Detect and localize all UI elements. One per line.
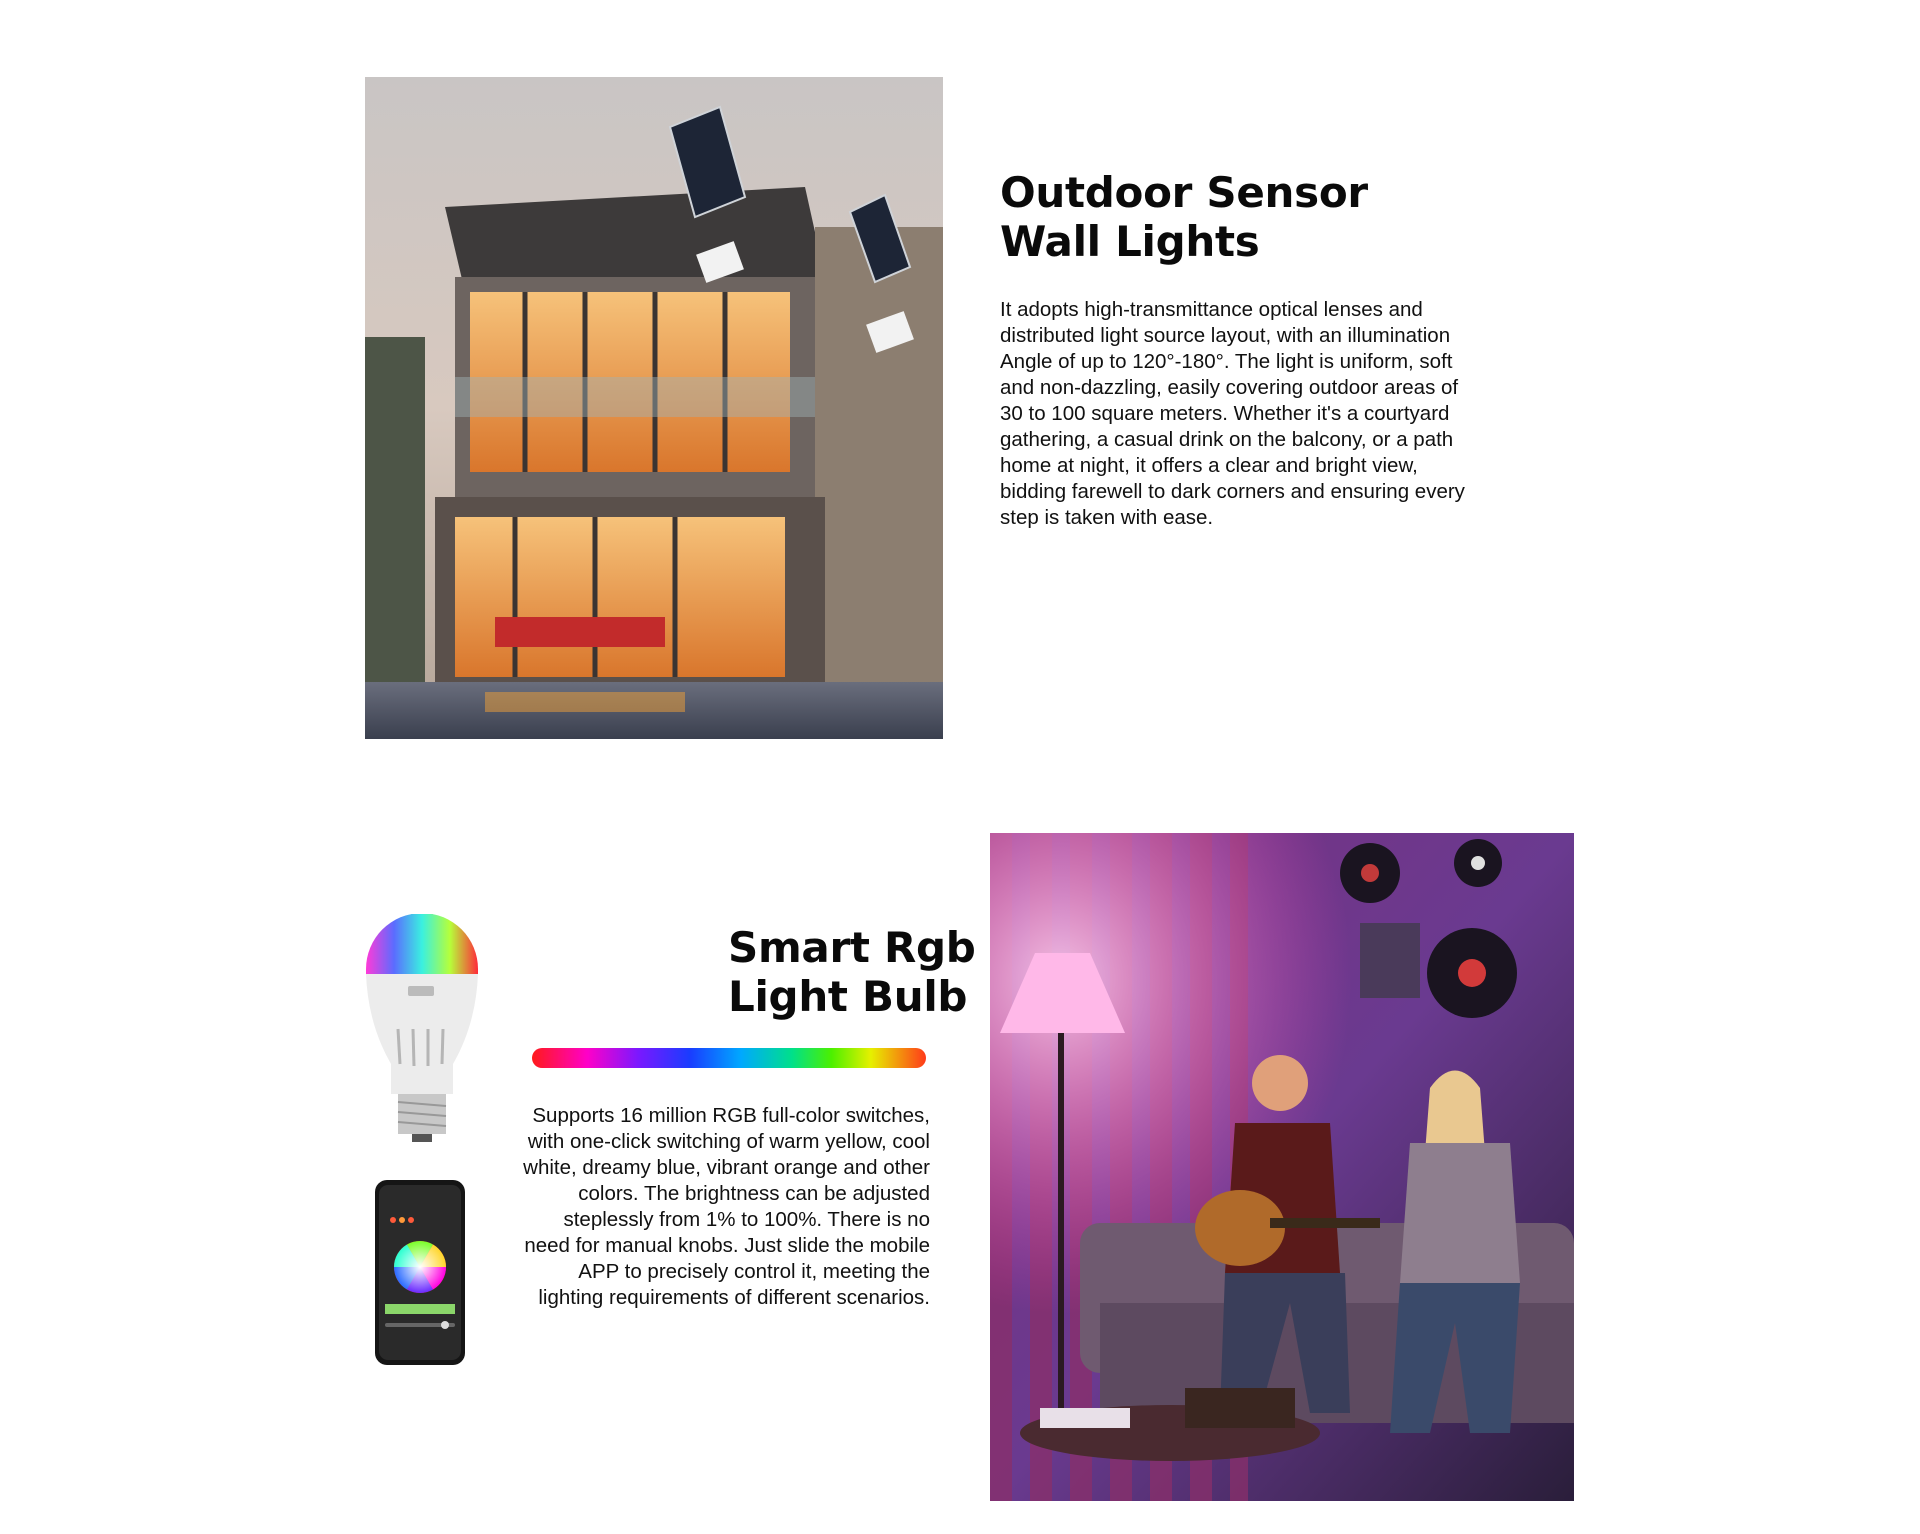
title-line: Light Bulb [728, 972, 968, 1021]
house-photo [365, 77, 943, 739]
description-smart-bulb: Supports 16 million RGB full-color switches, with one-click switching of warm yellow, cool white, dreamy blue, vibrant orange and other colors. The brightness can be adjusted steplessly from 1% to 100%. There is no need for manual knobs. Just slide the mobile APP to precisely control it, meeting the lighting requirements of different scenarios. [523, 1104, 930, 1309]
rgb-color-bar [532, 1048, 926, 1068]
living-room-illustration [990, 833, 1574, 1501]
living-room-photo [990, 833, 1574, 1501]
title-line: Wall Lights [1000, 217, 1260, 266]
rgb-bulb-icon [358, 914, 483, 1144]
house-illustration [365, 77, 943, 739]
phone-app-color-wheel-icon [375, 1180, 465, 1365]
title-line: Outdoor Sensor [1000, 168, 1368, 217]
title-line: Smart Rgb [728, 923, 976, 972]
section-title-outdoor [1000, 168, 1420, 266]
description-outdoor: It adopts high-transmittance optical lenses and distributed light source layout, with an illumination Angle of up to 120°-180°. The light is uniform, soft and non-dazzling, easily covering outdoor areas of 30 to 100 square meters. Whether it's a courtyard gathering, a casual drink on the balcony, or a path home at night, it offers a clear and bright view, bidding farewell to dark corners and ensuring every step is taken with ease. [1000, 298, 1465, 529]
section-title-smart-bulb [728, 923, 1008, 1021]
